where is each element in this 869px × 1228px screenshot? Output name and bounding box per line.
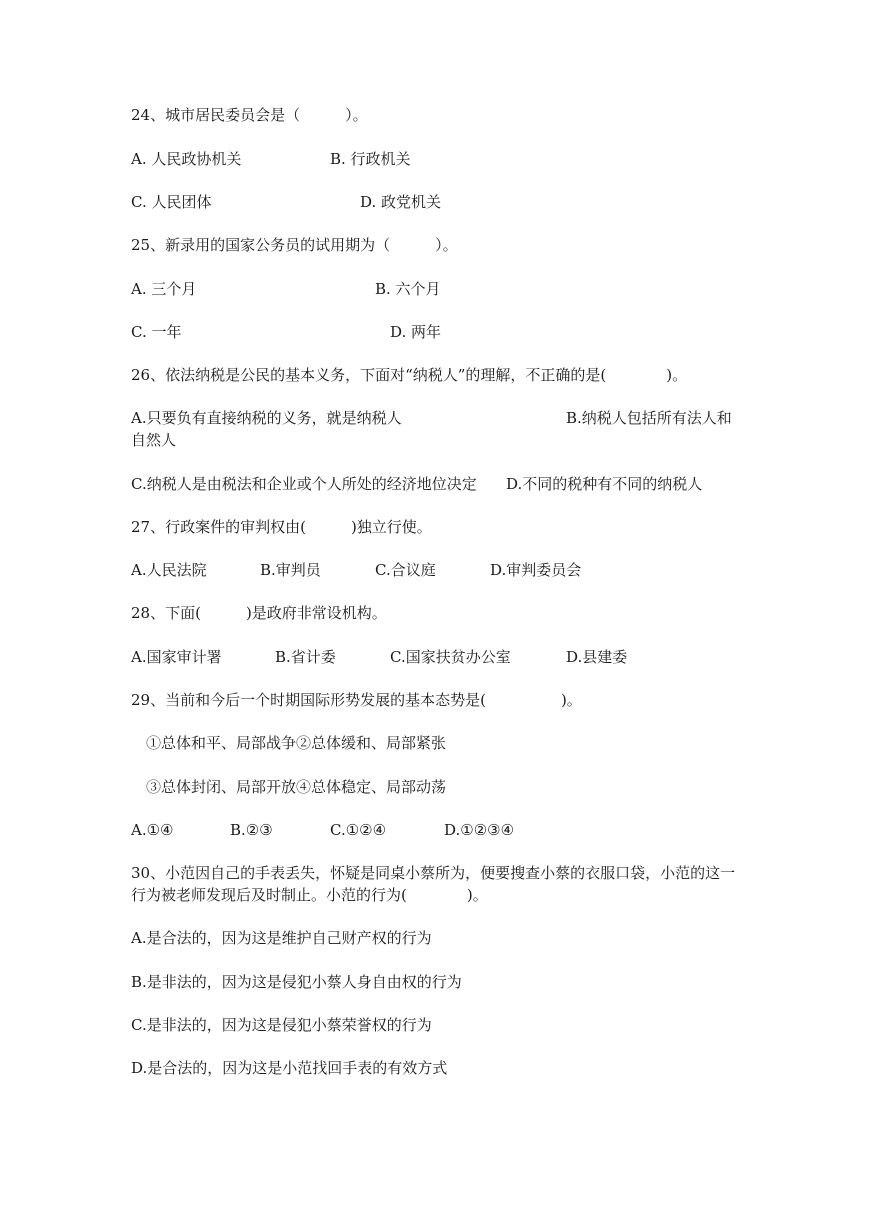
q24-option-c: C. 人民团体: [131, 193, 212, 211]
question-26-stem: 26、依法纳税是公民的基本义务，下面对“纳税人”的理解，不正确的是( )。: [131, 366, 688, 384]
question-30-stem-line-2: 行为被老师发现后及时制止。小范的行为( )。: [131, 886, 488, 904]
q30-option-c: C.是非法的，因为这是侵犯小蔡荣誉权的行为: [131, 1016, 432, 1034]
q26-option-b: B.纳税人包括所有法人和: [566, 409, 732, 427]
q28-option-d: D.县建委: [566, 648, 628, 666]
q29-option-c: C.①②④: [330, 821, 387, 839]
q26-option-c: C.纳税人是由税法和企业或个人所处的经济地位决定: [131, 475, 477, 493]
q26-option-d: D.不同的税种有不同的纳税人: [506, 475, 703, 493]
q27-option-b: B.审判员: [260, 561, 321, 579]
q25-option-a: A. 三个月: [131, 280, 197, 298]
q24-option-b: B. 行政机关: [330, 150, 411, 168]
question-24-stem: 24、城市居民委员会是（ ）。: [131, 106, 368, 124]
q30-option-a: A.是合法的，因为这是维护自己财产权的行为: [131, 929, 432, 947]
q28-option-a: A.国家审计署: [131, 648, 222, 666]
q30-option-d: D.是合法的，因为这是小范找回手表的有效方式: [131, 1059, 448, 1077]
q27-option-d: D.审判委员会: [490, 561, 582, 579]
q26-option-a: A.只要负有直接纳税的义务，就是纳税人: [131, 409, 402, 427]
q26-option-b-continued: 自然人: [131, 431, 177, 449]
q27-option-c: C.合议庭: [375, 561, 436, 579]
q27-option-a: A.人民法院: [131, 561, 207, 579]
q28-option-b: B.省计委: [275, 648, 336, 666]
q29-option-b: B.②③: [230, 821, 273, 839]
question-29-stem: 29、当前和今后一个时期国际形势发展的基本态势是( )。: [131, 691, 582, 709]
q29-option-a: A.①④: [131, 821, 174, 839]
q29-item-2: ③总体封闭、局部开放④总体稳定、局部动荡: [146, 778, 447, 796]
q29-option-d: D.①②③④: [444, 821, 515, 839]
q30-option-b: B.是非法的，因为这是侵犯小蔡人身自由权的行为: [131, 973, 462, 991]
question-28-stem: 28、下面( )是政府非常设机构。: [131, 604, 387, 622]
q25-option-d: D. 两年: [390, 323, 442, 341]
question-30-stem-line-1: 30、小范因自己的手表丢失，怀疑是同桌小蔡所为，便要搜查小蔡的衣服口袋，小范的这一: [131, 864, 736, 882]
question-27-stem: 27、行政案件的审判权由( )独立行使。: [131, 518, 432, 536]
q25-option-b: B. 六个月: [375, 280, 441, 298]
q24-option-a: A. 人民政协机关: [131, 150, 242, 168]
q24-option-d: D. 政党机关: [360, 193, 442, 211]
q28-option-c: C.国家扶贫办公室: [390, 648, 511, 666]
q29-item-1: ①总体和平、局部战争②总体缓和、局部紧张: [146, 734, 447, 752]
question-25-stem: 25、新录用的国家公务员的试用期为（ ）。: [131, 236, 458, 254]
q25-option-c: C. 一年: [131, 323, 182, 341]
